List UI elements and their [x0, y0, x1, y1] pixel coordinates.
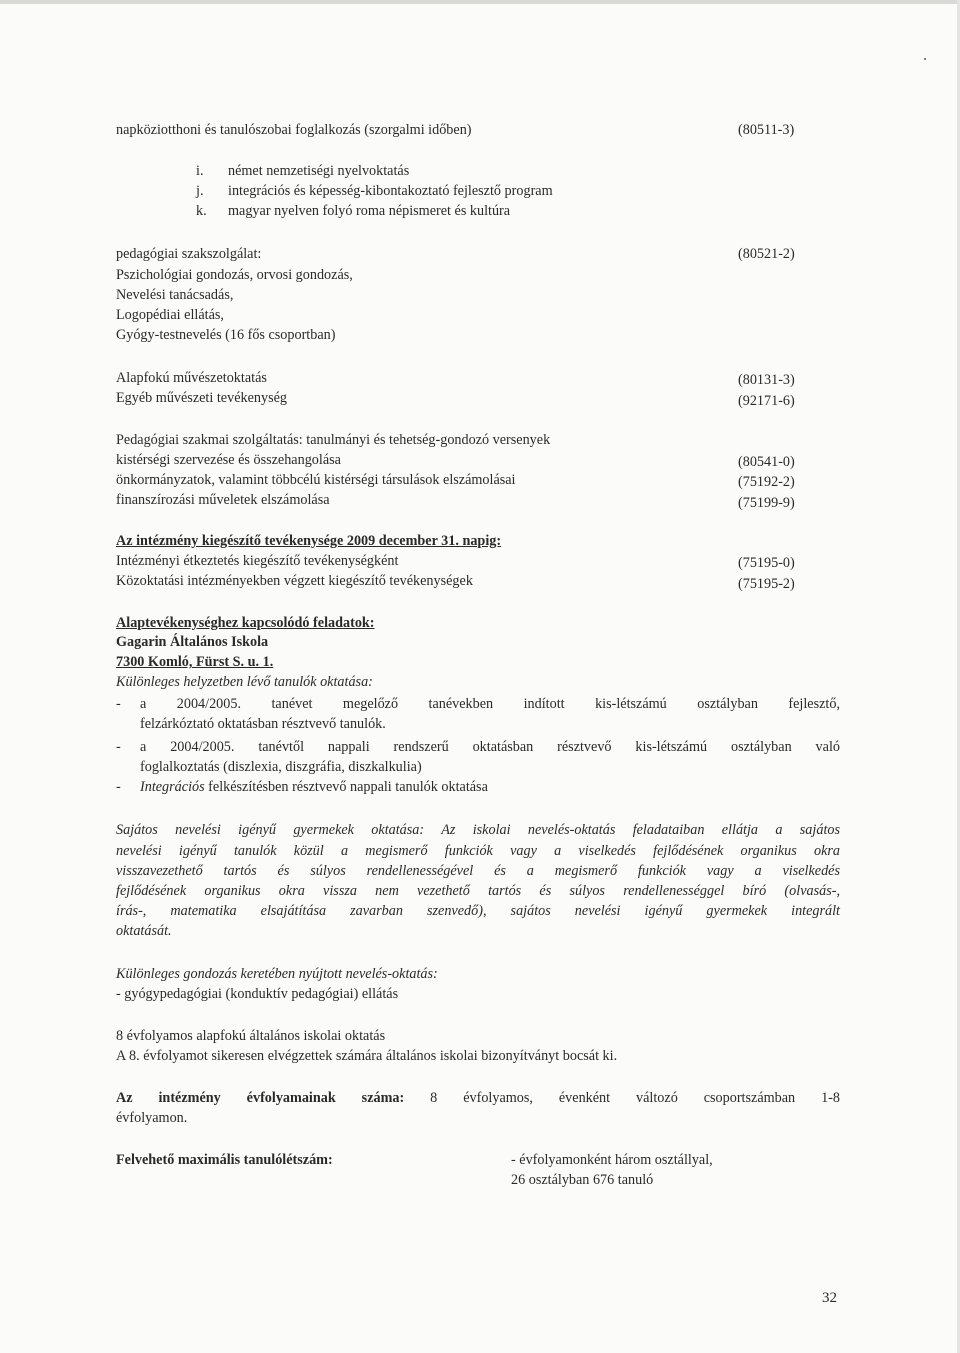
bullet-italic: Integrációs: [140, 779, 205, 795]
paragraph-line: fejlődésének organikus okra vissza nem vezethető tartós és súlyos rendellenességgel bíró (olvasás-,: [116, 883, 840, 899]
service-line: pedagógiai szakszolgálat:: [116, 246, 262, 262]
paragraph-line: A 8. évfolyamot sikeresen elvégzettek számára általános iskolai bizonyítványt bocsát ki.: [116, 1048, 618, 1064]
paragraph-line: nevelési igényű tanulók közül a megismerő funkciók vagy a viselkedés fejlődésének organikus okra: [116, 843, 840, 859]
service-code: (92171-6): [738, 393, 795, 409]
service-line: Egyéb művészeti tevékenység: [116, 390, 287, 406]
paragraph-line: 8 évfolyamos alapfokú általános iskolai oktatás: [116, 1028, 386, 1044]
service-line: Logopédiai ellátás,: [116, 307, 224, 323]
section-heading: Alaptevékenységhez kapcsolódó feladatok:: [116, 615, 375, 631]
service-line: finanszírozási műveletek elszámolása: [116, 492, 330, 508]
section-heading: Az intézmény kiegészítő tevékenysége 2009 december 31. napig:: [116, 533, 502, 549]
service-code: (80521-2): [738, 246, 795, 262]
paragraph-line: írás-, matematika elsajátítása zavarban szenvedő), sajátos nevelési igényű gyermekek integrált: [116, 903, 840, 919]
service-line: önkormányzatok, valamint többcélú kistérségi társulások elszámolásai: [116, 472, 516, 488]
service-line: Alapfokú művészetoktatás: [116, 370, 267, 386]
bullet-marker: -: [116, 779, 121, 795]
grade-count-value: 8 évfolyamos, évenként változó csoportszámban 1-8: [404, 1090, 840, 1106]
bullet-text: a 2004/2005. tanévtől nappali rendszerű oktatásban résztvevő kis-létszámú osztályban való: [140, 739, 840, 755]
service-line: Intézményi étkeztetés kiegészítő tevékenységként: [116, 553, 399, 569]
scan-edge-top: [0, 0, 960, 4]
bullet-marker: -: [116, 696, 121, 712]
list-item: integrációs és képesség-kibontakoztató fejlesztő program: [228, 183, 553, 199]
list-marker: k.: [196, 203, 207, 219]
school-address: 7300 Komló, Fürst S. u. 1.: [116, 654, 274, 670]
grade-count-line: [116, 1089, 840, 1107]
service-code: (75199-9): [738, 495, 795, 511]
subsection-title: Különleges gondozás keretében nyújtott nevelés-oktatás:: [116, 966, 438, 982]
service-code: (75192-2): [738, 474, 795, 490]
service-code: (80511-3): [738, 122, 795, 138]
list-item: német nemzetiségi nyelvoktatás: [228, 163, 410, 179]
grade-count-line2: évfolyamon.: [116, 1110, 188, 1126]
bullet-marker: -: [116, 739, 121, 755]
page-number: 32: [822, 1290, 837, 1306]
service-line: Pedagógiai szakmai szolgáltatás: tanulmányi és tehetség-gondozó versenyek: [116, 432, 551, 448]
service-line: Közoktatási intézményekben végzett kiegészítő tevékenységek: [116, 573, 473, 589]
service-line: napköziotthoni és tanulószobai foglalkozás (szorgalmi időben): [116, 122, 472, 138]
service-line: Gyógy-testnevelés (16 fős csoportban): [116, 327, 336, 343]
bullet-text: foglalkoztatás (diszlexia, diszgráfia, diszkalkulia): [140, 759, 422, 775]
subsection-title: Különleges helyzetben lévő tanulók oktatása:: [116, 674, 373, 690]
list-marker: i.: [196, 163, 204, 179]
bullet-text: felzárkóztató oktatásban résztvevő tanulók.: [140, 716, 386, 732]
bullet-text: a 2004/2005. tanévet megelőző tanévekben indított kis-létszámú osztályban fejlesztő,: [140, 696, 840, 712]
max-enrollment-value: - évfolyamonként három osztállyal,: [511, 1152, 713, 1168]
service-line: Pszichológiai gondozás, orvosi gondozás,: [116, 267, 353, 283]
service-code: (80131-3): [738, 372, 795, 388]
paragraph-line: oktatását.: [116, 923, 172, 939]
paragraph-line: Sajátos nevelési igényű gyermekek oktatása: Az iskolai nevelés-oktatás feladataiban ellátja a sajátos: [116, 822, 840, 838]
bullet-rest: felkészítésben résztvevő nappali tanulók oktatása: [204, 779, 488, 795]
max-enrollment-label: Felvehető maximális tanulólétszám:: [116, 1152, 333, 1168]
scan-speck: [924, 58, 926, 60]
paragraph-line: visszavezethető tartós és súlyos rendellenességével és a megismerő funkciók vagy a viselkedés: [116, 863, 840, 879]
service-code: (80541-0): [738, 454, 795, 470]
bullet-text: [140, 778, 488, 796]
paragraph-line: - gyógypedagógiai (konduktív pedagógiai) ellátás: [116, 986, 399, 1002]
service-line: kistérségi szervezése és összehangolása: [116, 452, 341, 468]
grade-count-label: Az intézmény évfolyamainak száma:: [116, 1090, 405, 1106]
list-item: magyar nyelven folyó roma népismeret és kultúra: [228, 203, 511, 219]
service-code: (75195-0): [738, 555, 795, 571]
max-enrollment-value: 26 osztályban 676 tanuló: [511, 1172, 654, 1188]
service-code: (75195-2): [738, 576, 795, 592]
list-marker: j.: [196, 183, 204, 199]
school-name: Gagarin Általános Iskola: [116, 634, 269, 650]
service-line: Nevelési tanácsadás,: [116, 287, 234, 303]
